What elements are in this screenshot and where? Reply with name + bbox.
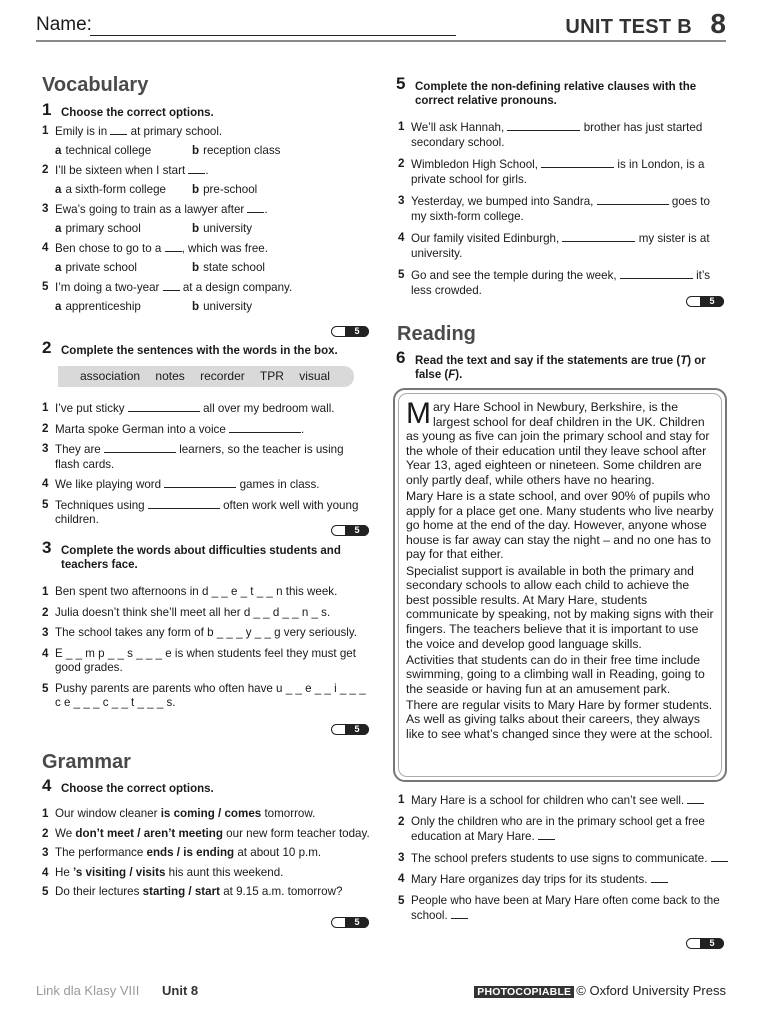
footer-publisher: PHOTOCOPIABLE © Oxford University Press bbox=[474, 983, 726, 998]
exercise-instruction: Complete the sentences with the words in the box. bbox=[61, 345, 338, 357]
list-item: 2 We don’t meet / aren’t meeting our new form teacher today. bbox=[42, 826, 370, 840]
score-badge: 5 bbox=[331, 525, 369, 536]
option-1[interactable]: starting bbox=[142, 885, 186, 898]
name-label: Name: bbox=[36, 14, 92, 35]
vocabulary-title: Vocabulary bbox=[42, 74, 149, 96]
score-badge: 5 bbox=[331, 326, 369, 337]
list-item: 4 Ben chose to go to a , which was free. a private school b state school bbox=[20, 241, 368, 275]
option-b[interactable]: b reception class bbox=[192, 143, 281, 157]
word-option: recorder bbox=[200, 369, 245, 383]
list-item: 4 Mary Hare organizes day trips for its students. bbox=[376, 872, 728, 888]
header-divider bbox=[36, 40, 726, 42]
list-item: 3 Yesterday, we bumped into Sandra, goes to my sixth-form college. bbox=[398, 194, 710, 223]
photocopiable-badge: PHOTOCOPIABLE bbox=[474, 986, 574, 998]
list-item: 5 Techniques using often work well with young children. bbox=[42, 497, 359, 526]
word-option: visual bbox=[299, 369, 330, 383]
option-b[interactable]: b state school bbox=[192, 260, 265, 274]
exercise-number: 1 bbox=[42, 100, 52, 119]
reading-paragraph: Specialist support is available in both the primary and secondary schools to allow each child to achieve the best possible results. At Mary Hare, students communicate by speaking, not by making signs with their fingers. The teachers believe that it is important to use the voice and develop good language skills. bbox=[406, 563, 714, 651]
list-item: 3 They are learners, so the teacher is using flash cards. bbox=[42, 442, 344, 471]
exercise-6-items bbox=[376, 789, 728, 929]
exercise-4-heading bbox=[42, 776, 368, 796]
list-item: 5 I’m doing a two-year at a design company. a apprenticeship b university bbox=[20, 280, 368, 314]
name-input-line[interactable] bbox=[90, 35, 456, 36]
option-a[interactable]: a a sixth-form college bbox=[55, 182, 166, 196]
exercise-number: 5 bbox=[396, 74, 406, 93]
list-item: 1 I’ve put sticky all over my bedroom wall. bbox=[42, 401, 335, 415]
option-2[interactable]: comes bbox=[224, 807, 262, 820]
exercise-5 bbox=[396, 74, 726, 108]
reading-text-box bbox=[393, 388, 727, 782]
unit-number: 8 bbox=[710, 8, 726, 39]
list-item: 4 He ’s visiting / visits his aunt this weekend. bbox=[42, 865, 284, 879]
option-1[interactable]: is coming bbox=[160, 807, 215, 820]
answer-blank[interactable] bbox=[541, 157, 614, 168]
answer-blank[interactable] bbox=[247, 202, 264, 213]
option-a[interactable]: a technical college bbox=[55, 143, 152, 157]
answer-blank[interactable] bbox=[110, 124, 127, 135]
option-a[interactable]: a private school bbox=[55, 260, 137, 274]
exercise-6 bbox=[396, 348, 726, 382]
drop-cap: M bbox=[406, 397, 431, 430]
option-2[interactable]: start bbox=[194, 885, 220, 898]
option-b[interactable]: b pre-school bbox=[192, 182, 258, 196]
reading-paragraph: There are regular visits to Mary Hare by former students. As well as giving talks about their careers, they always like to see what’s changed since they were at the school. bbox=[406, 697, 713, 742]
word-option: notes bbox=[155, 369, 185, 383]
word-box bbox=[58, 366, 354, 387]
exercise-3-items bbox=[20, 581, 368, 716]
exercise-instruction: Choose the correct options. bbox=[61, 783, 214, 795]
exercise-5-items bbox=[376, 116, 728, 303]
score-badge: 5 bbox=[686, 938, 724, 949]
answer-blank[interactable] bbox=[507, 120, 580, 131]
answer-blank[interactable] bbox=[651, 872, 668, 883]
list-item: 2 Marta spoke German into a voice . bbox=[42, 421, 305, 436]
exercise-1-heading bbox=[42, 100, 368, 120]
answer-blank[interactable] bbox=[229, 422, 301, 433]
word-option: TPR bbox=[259, 369, 284, 383]
word-option: association bbox=[80, 369, 141, 383]
exercise-3 bbox=[42, 538, 360, 572]
list-item: 5 Go and see the temple during the week, it’s less crowded. bbox=[398, 268, 711, 297]
score-badge: 5 bbox=[331, 917, 369, 928]
exercise-1 bbox=[42, 100, 368, 319]
answer-blank[interactable] bbox=[104, 442, 176, 453]
option-1[interactable]: don’t meet bbox=[75, 826, 135, 840]
answer-blank[interactable] bbox=[163, 280, 180, 291]
exercise-3-heading bbox=[42, 538, 360, 572]
answer-blank[interactable] bbox=[620, 268, 693, 279]
option-2[interactable]: is ending bbox=[183, 846, 235, 859]
reading-paragraph: Mary Hare is a state school, and over 90% of pupils who apply for a place get one. Many students who live nearby go home at the end of the day. However, anyone whose house is far away can stay the night – and no one has to pay for that either. bbox=[406, 489, 714, 562]
list-item[interactable]: 5 Pushy parents are parents who often have u _ _ e _ _ i _ _ _ c e _ _ _ c _ _ t _ _ _ s. bbox=[42, 681, 366, 709]
exercise-5-heading bbox=[396, 74, 726, 108]
footer-course-name: Link dla Klasy VIII bbox=[36, 983, 140, 998]
list-item: 2 I’ll be sixteen when I start . a a sixth-form college b pre-school bbox=[20, 163, 368, 197]
exercise-instruction: Complete the words about difficulties students and teachers face. bbox=[61, 545, 341, 571]
answer-blank[interactable] bbox=[128, 401, 200, 412]
answer-blank[interactable] bbox=[148, 498, 220, 509]
answer-blank[interactable] bbox=[687, 793, 704, 804]
unit-title: UNIT TEST B bbox=[565, 16, 692, 38]
list-item[interactable]: 3 The school takes any form of b _ _ _ y _ _ g very seriously. bbox=[42, 626, 358, 639]
list-item: 1 Emily is in at primary school. a technical college b reception class bbox=[20, 124, 368, 158]
answer-blank[interactable] bbox=[164, 477, 236, 488]
exercise-6-heading: 6 Read the text and say if the statements are true (T) or false (F). bbox=[396, 348, 706, 381]
exercise-number: 2 bbox=[42, 338, 52, 357]
answer-blank[interactable] bbox=[711, 851, 728, 862]
list-item: 5 Do their lectures starting / start at 9.15 a.m. tomorrow? bbox=[42, 885, 343, 898]
list-item: 3 The school prefers students to use signs to communicate. bbox=[376, 851, 728, 867]
footer-unit: Unit 8 bbox=[162, 983, 199, 998]
exercise-number: 4 bbox=[42, 776, 52, 795]
list-item[interactable]: 4 E _ _ m p _ _ s _ _ _ e is when students feel they must get good grades. bbox=[42, 646, 356, 674]
reading-paragraph: Activities that students can do in their free time include swimming, going to a climbing wall in Reading, going to the seaside or having fun at an amusement park. bbox=[406, 652, 705, 696]
option-b[interactable]: b university bbox=[192, 221, 253, 235]
exercise-number: 3 bbox=[42, 538, 52, 557]
answer-blank[interactable] bbox=[451, 908, 468, 919]
list-item: 1 Mary Hare is a school for children who can’t see well. bbox=[376, 793, 728, 809]
list-item: 4 We like playing word games in class. bbox=[42, 477, 320, 491]
list-item: 1 We’ll ask Hannah, brother has just started secondary school. bbox=[398, 120, 703, 149]
reading-paragraph: Mary Hare School in Newbury, Berkshire, is the largest school for deaf children in the UK. Children as young as five can join the primary school and stay for the whole of their education until they leave school after Year 13, aged eighteen or nineteen. Some children are only partly deaf, while others have no hearing. bbox=[406, 397, 710, 487]
exercise-2 bbox=[42, 338, 368, 358]
list-item: 4 Our family visited Edinburgh, my sister is at university. bbox=[398, 231, 710, 260]
page-footer bbox=[36, 983, 726, 999]
option-2[interactable]: aren’t meeting bbox=[143, 826, 223, 840]
answer-blank[interactable] bbox=[188, 163, 205, 174]
exercise-instruction: Complete the non-defining relative clauses with the correct relative pronouns. bbox=[415, 81, 697, 107]
option-a[interactable]: a apprenticeship bbox=[55, 299, 141, 313]
score-badge: 5 bbox=[331, 724, 369, 735]
reading-title: Reading bbox=[397, 323, 476, 345]
answer-blank[interactable] bbox=[597, 194, 669, 205]
answer-blank[interactable] bbox=[562, 231, 635, 242]
exercise-2-heading bbox=[42, 338, 368, 358]
option-1[interactable]: ’s visiting bbox=[73, 865, 127, 879]
exercise-4 bbox=[42, 776, 368, 796]
score-badge: 5 bbox=[686, 296, 724, 307]
list-item: 3 The performance ends / is ending at about 10 p.m. bbox=[42, 846, 322, 859]
answer-blank[interactable] bbox=[538, 829, 555, 840]
list-item: 2 Wimbledon High School, is in London, is a private school for girls. bbox=[398, 157, 705, 186]
exercise-2-items bbox=[20, 397, 368, 533]
list-item[interactable]: 1 Ben spent two afternoons in d _ _ e _ t _ _ n this week. bbox=[42, 585, 338, 598]
list-item: 1 Our window cleaner is coming / comes tomorrow. bbox=[42, 807, 316, 820]
page-header bbox=[36, 8, 726, 44]
option-a[interactable]: a primary school bbox=[55, 221, 141, 235]
list-item[interactable]: 2 Julia doesn’t think she’ll meet all her d _ _ d _ _ n _ s. bbox=[42, 605, 331, 619]
list-item: 2 Only the children who are in the primary school get a free education at Mary Hare. bbox=[398, 814, 705, 843]
option-1[interactable]: ends bbox=[146, 846, 174, 859]
option-2[interactable]: visits bbox=[135, 865, 166, 879]
exercise-4-items bbox=[20, 803, 370, 905]
exercise-instruction: Choose the correct options. bbox=[61, 107, 214, 119]
list-item: 5 People who have been at Mary Hare often come back to the school. bbox=[398, 893, 720, 922]
list-item: 3 Ewa’s going to train as a lawyer after . a primary school b university bbox=[20, 202, 368, 236]
grammar-title: Grammar bbox=[42, 751, 131, 773]
exercise-number: 6 bbox=[396, 348, 406, 367]
option-b[interactable]: b university bbox=[192, 299, 253, 313]
answer-blank[interactable] bbox=[165, 241, 182, 252]
